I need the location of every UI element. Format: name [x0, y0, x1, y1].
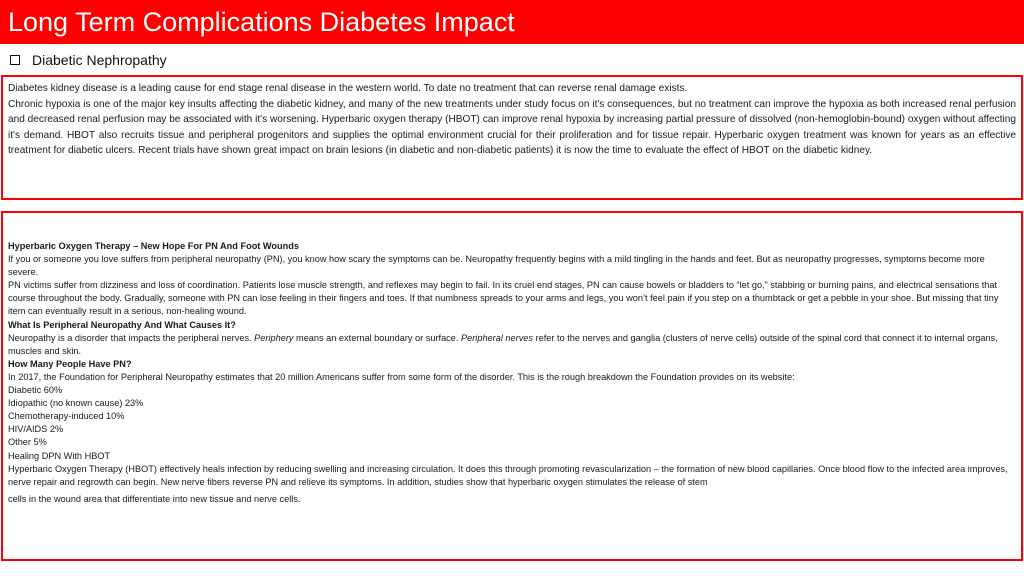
breakdown-item-hiv-aids: HIV/AIDS 2% [8, 424, 64, 435]
breakdown-item-chemotherapy: Chemotherapy-induced 10% [8, 411, 125, 422]
breakdown-item-idiopathic: Idiopathic (no known cause) 23% [8, 398, 144, 409]
paragraph-hbot-healing: Hyperbaric Oxygen Therapy (HBOT) effectively heals infection by reducing swelling and increasing circulation. It does this through promoting revascularization – the formation of new blood capillaries. Once blood flow to the infected area improves, nerve repair and regrowth can begin. New nerve fibers reverse PN and relieve its symptoms. In addition, studies show that hyperbaric oxygen stimulates the release of stem [8, 463, 1008, 487]
title-bar [0, 0, 1024, 44]
checkbox-bullet-icon [10, 55, 20, 65]
heading-how-many: How Many People Have PN? [8, 358, 132, 369]
paragraph-pn-intro: If you or someone you love suffers from peripheral neuropathy (PN), you know how scary the symptoms can be. Neuropathy frequently begins with a mild tingling in the hands and feet. But as neuropathy progresses, symptoms become more severe. [8, 254, 985, 278]
definition-periphery-term: Periphery [254, 332, 294, 343]
paragraph-pn-symptoms: PN victims suffer from dizziness and loss of coordination. Patients lose muscle strength, and reflexes may begin to fail. In its cruel end stages, PN can cause bowels or bladders to “let go,” stabbing or burning pains, and electrical sensations that course throughout the body. Gradually, someone with PN can lose feeling in their fingers and toes. If that numbness spreads to your arms and legs, you won’t feel pain if you step on a thumbtack or get a pebble in your shoe. But missing that tiny item can eventually result in a serious, non-healing wound. [8, 280, 999, 317]
breakdown-item-other: Other 5% [8, 437, 47, 448]
section-heading [10, 50, 167, 70]
breakdown-item-diabetic: Diabetic 60% [8, 385, 63, 396]
definition-peripheral-nerves-term: Peripheral nerves [461, 332, 534, 343]
definition-text-c: means an external boundary or surface. [293, 332, 461, 343]
nephropathy-intro-line: Diabetes kidney disease is a leading cause for end stage renal disease in the western world. To date no treatment that can reverse renal damage exists. [8, 83, 688, 94]
heading-healing-dpn: Healing DPN With HBOT [8, 450, 111, 461]
slide-title: Long Term Complications Diabetes Impact [8, 7, 515, 37]
paragraph-pn-statistics: In 2017, the Foundation for Peripheral Neuropathy estimates that 20 million Americans suffer from some form of the disorder. This is the rough breakdown the Foundation provides on its website: [8, 371, 795, 382]
definition-text-a: Neuropathy is a disorder that impacts the peripheral nerves. [8, 332, 255, 343]
heading-hbot-new-hope: Hyperbaric Oxygen Therapy – New Hope For PN And Foot Wounds [8, 241, 299, 251]
nephropathy-text-box [1, 75, 1023, 200]
definition-text-e: refer to the nerves and ganglia (clusters of nerve cells) outside of the spinal cord that connect it to internal organs, muscles and skin. [8, 332, 998, 356]
nephropathy-paragraph: Chronic hypoxia is one of the major key insults affecting the diabetic kidney, and many of the new treatments under study focus on it's consequences, but no treatment can improve the hypoxia as both increased renal perfusion and decreased renal perfusion may be associated with it's worsening. Hyperbaric oxygen therapy (HBOT) can improve renal hypoxia by increasing partial pressure of dissolved (non-hemoglobin-bound) oxygen without affecting it's demand. HBOT also recruits tissue and peripheral progenitors and supplies the optimal environment crucial for their proliferation and for tissue repair. Hyperbaric oxygen treatment was known for years as an effective treatment for diabetic ulcers. Recent trials have shown great impact on brain lesions (in diabetic and non-diabetic patients) it is now the time to evaluate the effect of HBOT on the diabetic kidney. [8, 98, 1016, 156]
paragraph-pn-definition [8, 332, 1016, 358]
paragraph-hbot-healing-end: cells in the wound area that differentiate into new tissue and nerve cells. [8, 493, 301, 504]
section-heading-label: Diabetic Nephropathy [32, 52, 167, 68]
neuropathy-text-box [1, 211, 1023, 561]
heading-what-is-pn: What Is Peripheral Neuropathy And What Causes It? [8, 319, 236, 330]
